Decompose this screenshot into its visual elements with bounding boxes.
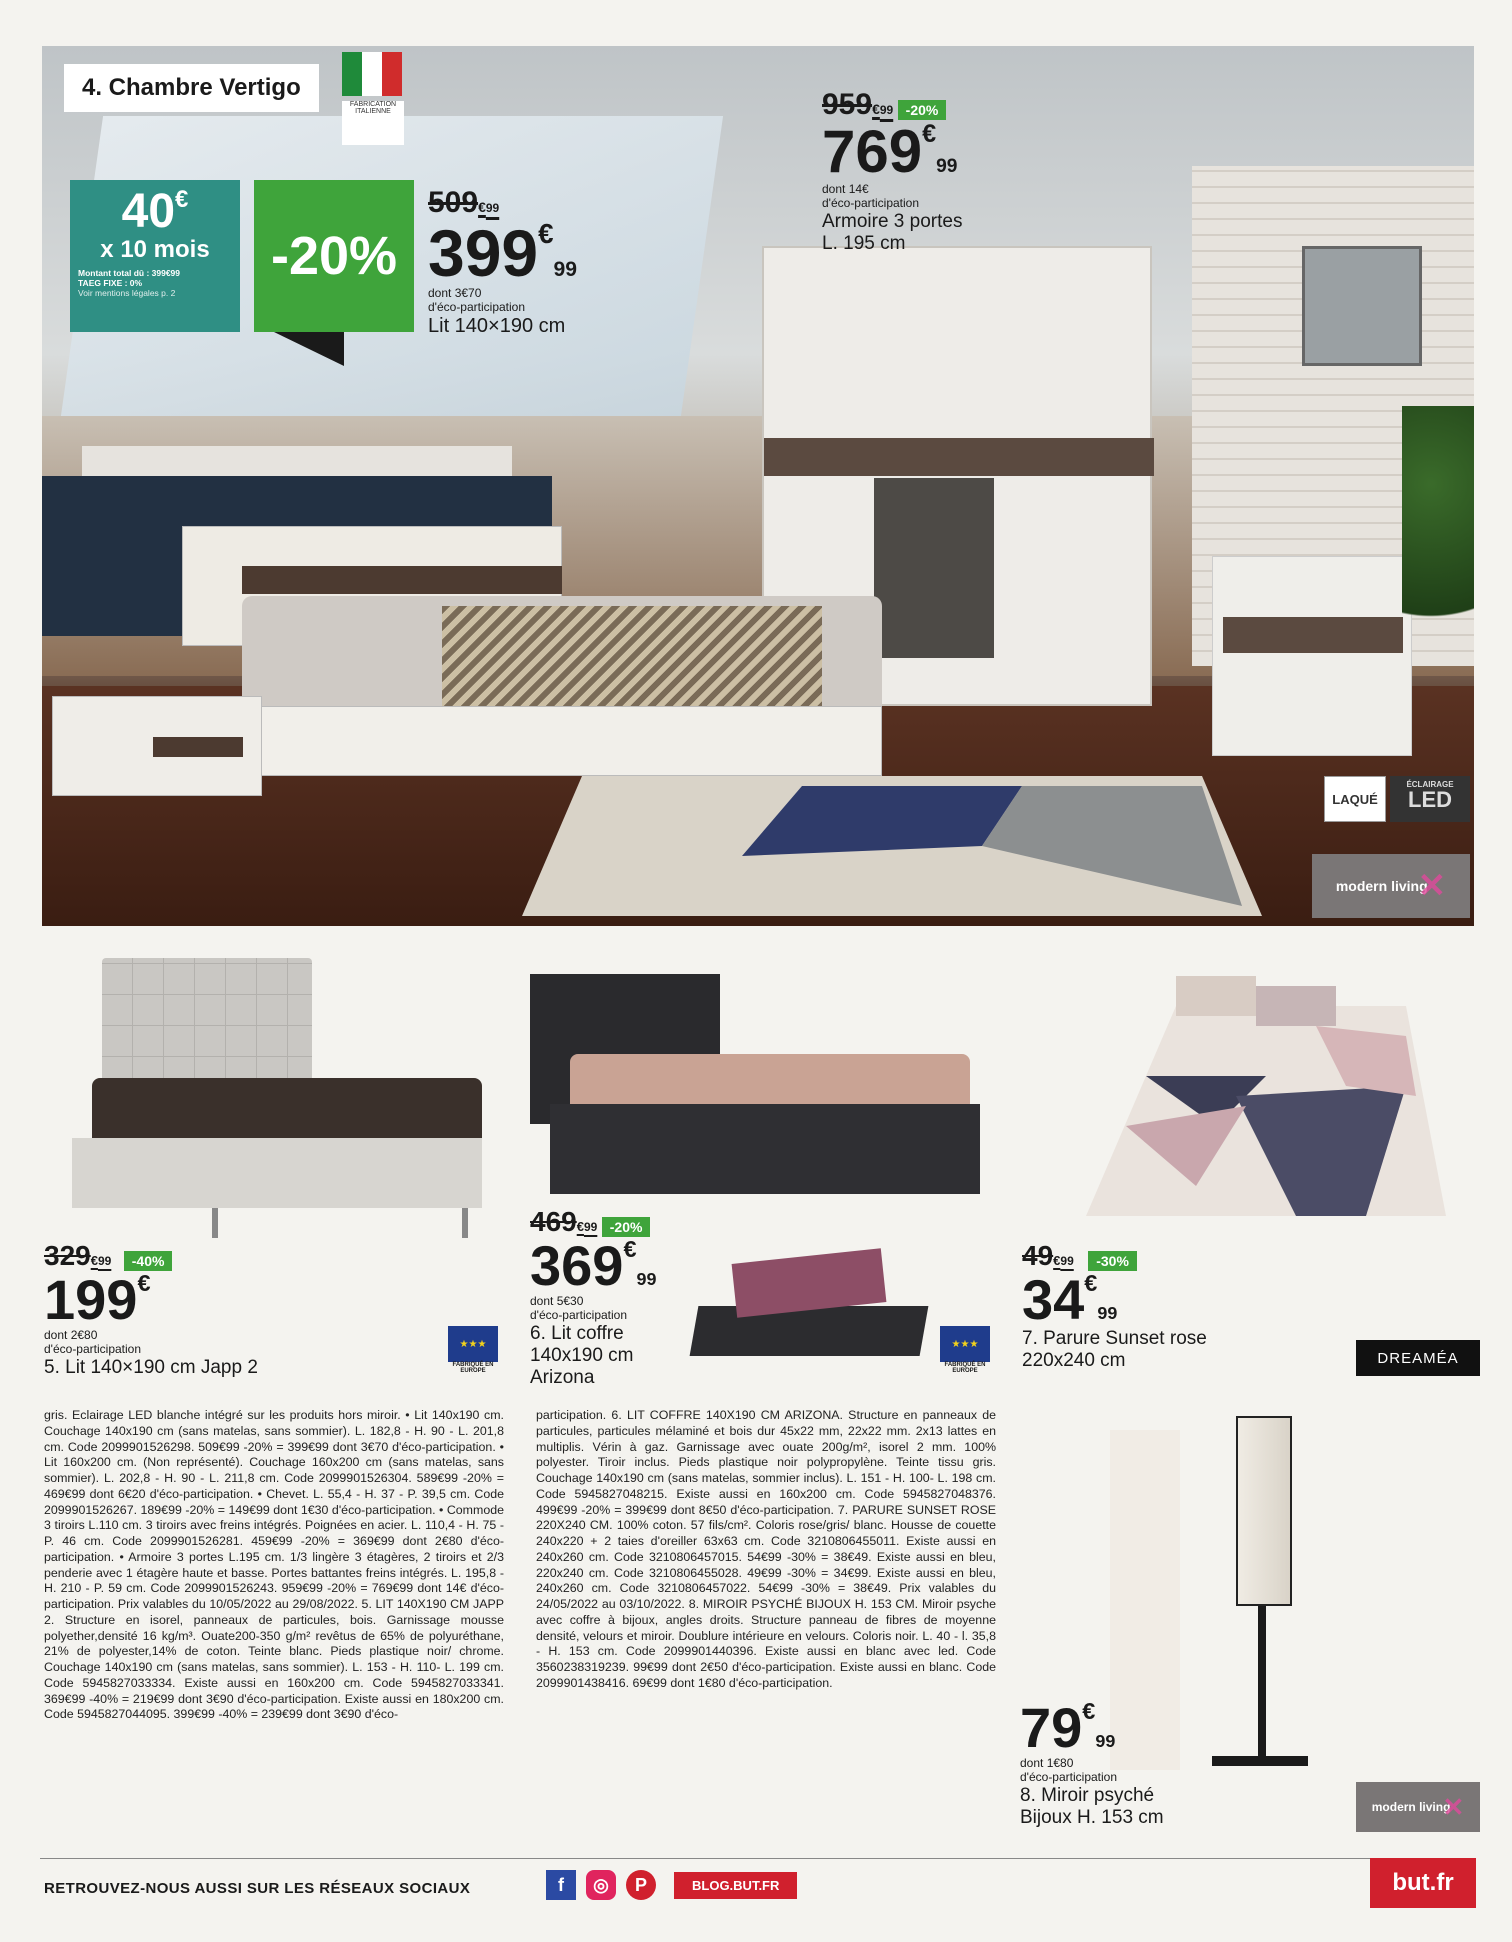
x-mark-icon-2: ✕: [1442, 1791, 1465, 1822]
japp-price: 199: [44, 1268, 138, 1331]
sunset-price-block: 49€99 -30% 34€99 7. Parure Sunset rose 220x240 cm: [1022, 1240, 1207, 1371]
japp-label: 5. Lit 140×190 cm Japp 2: [44, 1356, 258, 1378]
wardrobe-old-cents: 99: [879, 103, 894, 117]
arizona-label-3: Arizona: [530, 1366, 595, 1388]
arizona-old-price: 469: [530, 1206, 577, 1237]
arizona-label-2: 140x190 cm: [530, 1344, 634, 1366]
finance-total: Montant total dû : 399€99: [78, 268, 181, 278]
arizona-label-1: 6. Lit coffre: [530, 1322, 624, 1344]
arizona-old-cents: 99: [583, 1220, 598, 1234]
wardrobe-label-1: Armoire 3 portes: [822, 210, 963, 232]
social-links: [546, 1870, 797, 1900]
arizona-discount-badge: -20%: [602, 1217, 651, 1237]
japp-eco: dont 2€80: [44, 1328, 98, 1342]
mirror-price: 79: [1020, 1696, 1083, 1759]
arizona-price-cents: 99: [636, 1269, 657, 1289]
mirror-eco: dont 1€80: [1020, 1756, 1074, 1770]
japp-discount-badge: -40%: [124, 1251, 173, 1271]
finance-months: x 10 mois: [100, 236, 210, 263]
finance-amount: 40: [121, 185, 176, 238]
instagram-icon[interactable]: ◎: [586, 1870, 616, 1900]
mirror-label-2: Bijoux H. 153 cm: [1020, 1806, 1164, 1828]
dreamea-logo: DREAMÉA: [1356, 1340, 1480, 1376]
bed-eco: dont 3€70: [428, 286, 482, 300]
bed-old-cents: 99: [485, 201, 500, 215]
site-link[interactable]: but.fr: [1370, 1858, 1476, 1908]
discount-badge-big: -20%: [254, 180, 414, 332]
mirror-eco-label: d'éco-participation: [1020, 1770, 1118, 1785]
legal-text-right: participation. 6. LIT COFFRE 140X190 CM ARIZONA. Structure en panneaux de particules, particules mélaminé et bois dur 45x22 mm, 22x22 mm. 2x13 lattes en multiplis. Vérin à gaz. Garnissage avec ouate 200g/m², isorel 2 mm. 100% polyester. Tiroir inclus. Pieds plastique noir polypropylène. Teinte tissu gris. Couchage 140x190 cm (sans matelas, sommier inclus). L. 151 - H. 100- L. 198 cm. Code 5945827048215. Existe aussi en 160x200 cm. Code 5945827048376. 499€99 -20% = 399€99 dont 8€50 d'éco-participation. 7. PARURE SUNSET ROSE 220X240 CM. 100% coton. 57 fils/cm². Coloris rose/gris/ blanc. Housse de couette 240x220 + 2 taies d'oreiller 63x63 cm. Code 3210806455011. Existe aussi en 240x260 cm. Code 3210806457015. 54€99 -30% = 38€49. Existe aussi en bleu, 220x240 cm. Code 3210806455028. 49€99 -30% = 34€99. Existe aussi en bleu, 240x260 cm. Code 3210806457022. 54€99 -30% = 38€49. Prix valables du 24/05/2022 au 03/10/2022. 8. MIROIR PSYCHÉ BIJOUX H. 153 CM. Miroir psyche avec coffre à bijoux, angles droits. Structure panneau de fibres de moyenne densité, velours et miroir. Doublure intérieure en velours. Coloris noir. L. 40 - l. 35,8 - H. 153 cm. Code 2099901440396. Existe aussi en blanc avec led. Code 3560238319239. 99€99 dont 2€50 d'éco-participation. Existe aussi en blanc. Code 2099901438416. 69€99 dont 1€80 d'éco-participation.: [536, 1408, 996, 1690]
eu-caption-5: FABRIQUÉ EN EUROPE: [452, 1362, 494, 1374]
finance-box: [70, 180, 240, 332]
japp-currency: €: [137, 1270, 151, 1296]
japp-price-block: 329€99 -40% 199€ dont 2€80 d'éco-participation 5. Lit 140×190 cm Japp 2: [44, 1240, 258, 1378]
finance-currency: €: [175, 186, 189, 213]
footer-social-text: RETROUVEZ-NOUS AUSSI SUR LES RÉSEAUX SOCIAUX: [44, 1880, 471, 1897]
arizona-bed-image: [530, 974, 990, 1224]
mirror-label-1: 8. Miroir psyché: [1020, 1784, 1155, 1806]
wardrobe-eco-label: d'éco-participation: [822, 196, 920, 211]
wardrobe-price-block: 959€99 -20% 769€99 dont 14€ d'éco-participation Armoire 3 portes L. 195 cm: [822, 88, 963, 254]
mirror-price-cents: 99: [1095, 1731, 1116, 1751]
plant: [1402, 406, 1474, 666]
wardrobe-label-2: L. 195 cm: [822, 232, 906, 254]
sunset-price-cents: 99: [1097, 1303, 1118, 1323]
dresser-image: [1212, 556, 1412, 756]
japp-old-price: 329: [44, 1240, 91, 1271]
badge-shadow: [254, 332, 344, 366]
nightstand-image: [52, 696, 262, 796]
blog-link[interactable]: BLOG.BUT.FR: [674, 1872, 797, 1899]
wardrobe-price-cents: 99: [936, 156, 958, 177]
japp-old-cents: 99: [97, 1254, 112, 1268]
arizona-open-storage-image: [694, 1246, 924, 1356]
japp-bed-image: [62, 958, 502, 1248]
wardrobe-eco: dont 14€: [822, 182, 869, 196]
pinterest-icon[interactable]: P: [626, 1870, 656, 1900]
mirror-price-block: 79€99 dont 1€80 d'éco-participation 8. Miroir psyché Bijoux H. 153 cm: [1020, 1696, 1164, 1828]
modern-living-logo-2: [1356, 1782, 1480, 1832]
finance-taeg: TAEG FIXE : 0%: [78, 278, 143, 288]
wardrobe-discount-badge: -20%: [898, 100, 947, 120]
flag-caption: FABRICATION ITALIENNE: [342, 101, 404, 145]
sunset-label-2: 220x240 cm: [1022, 1350, 1126, 1371]
wardrobe-price: 769: [822, 118, 923, 185]
mirror-psyche-image: [1212, 1416, 1308, 1786]
modern-living-logo: [1312, 854, 1470, 918]
x-mark-icon: ✕: [1417, 867, 1447, 905]
sunset-old-price: 49: [1022, 1240, 1054, 1271]
wardrobe-old-price: 959: [822, 88, 873, 121]
eu-made-logo-2: ★★★ FABRIQUÉ EN EUROPE: [940, 1326, 990, 1378]
sunset-old-cents: 99: [1060, 1254, 1074, 1268]
bed-label: Lit 140×190 cm: [428, 314, 566, 337]
bed-price-cents: 99: [553, 258, 578, 281]
eu-made-logo: ★★★ FABRIQUÉ EN EUROPE: [448, 1326, 498, 1378]
bed-price-block: 509€99 399€99 dont 3€70 d'éco-participation Lit 140×190 cm: [428, 186, 578, 337]
shelf-decor: [82, 446, 512, 476]
hero-room-photo: [42, 46, 1474, 926]
arizona-price: 369: [530, 1234, 624, 1297]
footer-divider: [40, 1858, 1476, 1859]
led-tag: [1390, 776, 1470, 822]
arizona-eco: dont 5€30: [530, 1294, 584, 1308]
italy-flag-icon: [342, 52, 404, 114]
led-tag-top: ÉCLAIRAGE: [1406, 780, 1454, 789]
modern-living-text-2: modern living: [1371, 1800, 1451, 1814]
sunset-label-1: 7. Parure Sunset rose: [1022, 1328, 1207, 1349]
finance-legal-ref: Voir mentions légales p. 2: [78, 288, 176, 298]
eu-caption-6: FABRIQUÉ EN EUROPE: [944, 1362, 986, 1374]
modern-living-text: modern living: [1335, 878, 1428, 894]
led-tag-label: LED: [1408, 787, 1452, 812]
laque-tag: LAQUÉ: [1324, 776, 1386, 822]
facebook-icon[interactable]: f: [546, 1870, 576, 1900]
sunset-discount-badge: -30%: [1088, 1251, 1137, 1271]
bed-eco-label: d'éco-participation: [428, 300, 526, 315]
page-title: 4. Chambre Vertigo: [64, 64, 319, 112]
bed-old-price: 509: [428, 186, 479, 219]
arizona-eco-label: d'éco-participation: [530, 1308, 628, 1323]
bed-price: 399: [428, 216, 539, 290]
japp-eco-label: d'éco-participation: [44, 1342, 142, 1357]
legal-text-left: gris. Eclairage LED blanche intégré sur les produits hors miroir. • Lit 140x190 cm. Couchage 140x190 cm (sans matelas, sans sommier). L. 182,8 - H. 90 - L. 201,8 cm. Code 2099901526298. 509€99 -20% = 399€99 dont 3€70 d'éco-participation. • Lit 160x200 cm. (Non représenté). Couchage 160x200 cm (sans matelas, sans sommier). L. 202,8 - H. 90 - L. 211,8 cm. Code 2099901526304. 589€99 -20% = 469€99 dont 6€20 d'éco-participation. • Chevet. L. 55,4 - H. 37 - P. 39,5 cm. Code 2099901526267. 189€99 -20% = 149€99 dont 1€30 d'éco-participation. • Commode 3 tiroirs L.110 cm. 3 tiroirs avec freins intégrés. Poignées en acier. L. 110,4 - H. 75 - P. 46 cm. Code 2099901526281. 459€99 -20% = 369€99 dont 2€80 d'éco-participation. • Armoire 3 portes L.195 cm. 1/3 lingère 3 étagères, 2 tiroirs et 2/3 penderie avec 1 étagère haute et basse. Portes battantes freins intégrés. L. 195,8 - H. 210 - P. 59 cm. Code 2099901526243. 959€99 -20% = 769€99 dont 14€ d'éco-participation. Prix valables du 10/05/2022 au 29/08/2022. 5. LIT 140X190 CM JAPP 2. Structure en isorel, panneaux de particules, bois. Garnissage mousse polyether,densité 16 kg/m³. Ouate200-350 g/m² revêtus de 65% de polyuréthane, 21% de polyester,14% de coton. Teinte blanc. Pieds plastique noir/ chrome. Couchage 140x190 cm (sans matelas, sans sommier). L. 153 - H. 110- L. 199 cm. Code 5945827033334. Existe aussi en 160x200 cm. Code 5945827033341. 369€99 -40% = 219€99 dont 3€90 d'éco-participation. Existe aussi en 180x200 cm. Code 5945827044095. 399€99 -40% = 239€99 dont 3€90 d'éco-: [44, 1408, 504, 1722]
sunset-bedding-image: [1066, 966, 1460, 1226]
bed-image: [182, 526, 942, 806]
arizona-price-block: 469€99 -20% 369€99 dont 5€30 d'éco-participation 6. Lit coffre 140x190 cm Arizona: [530, 1206, 657, 1388]
sunset-price: 34: [1022, 1268, 1085, 1331]
wall-mirror-art: [1302, 246, 1422, 366]
